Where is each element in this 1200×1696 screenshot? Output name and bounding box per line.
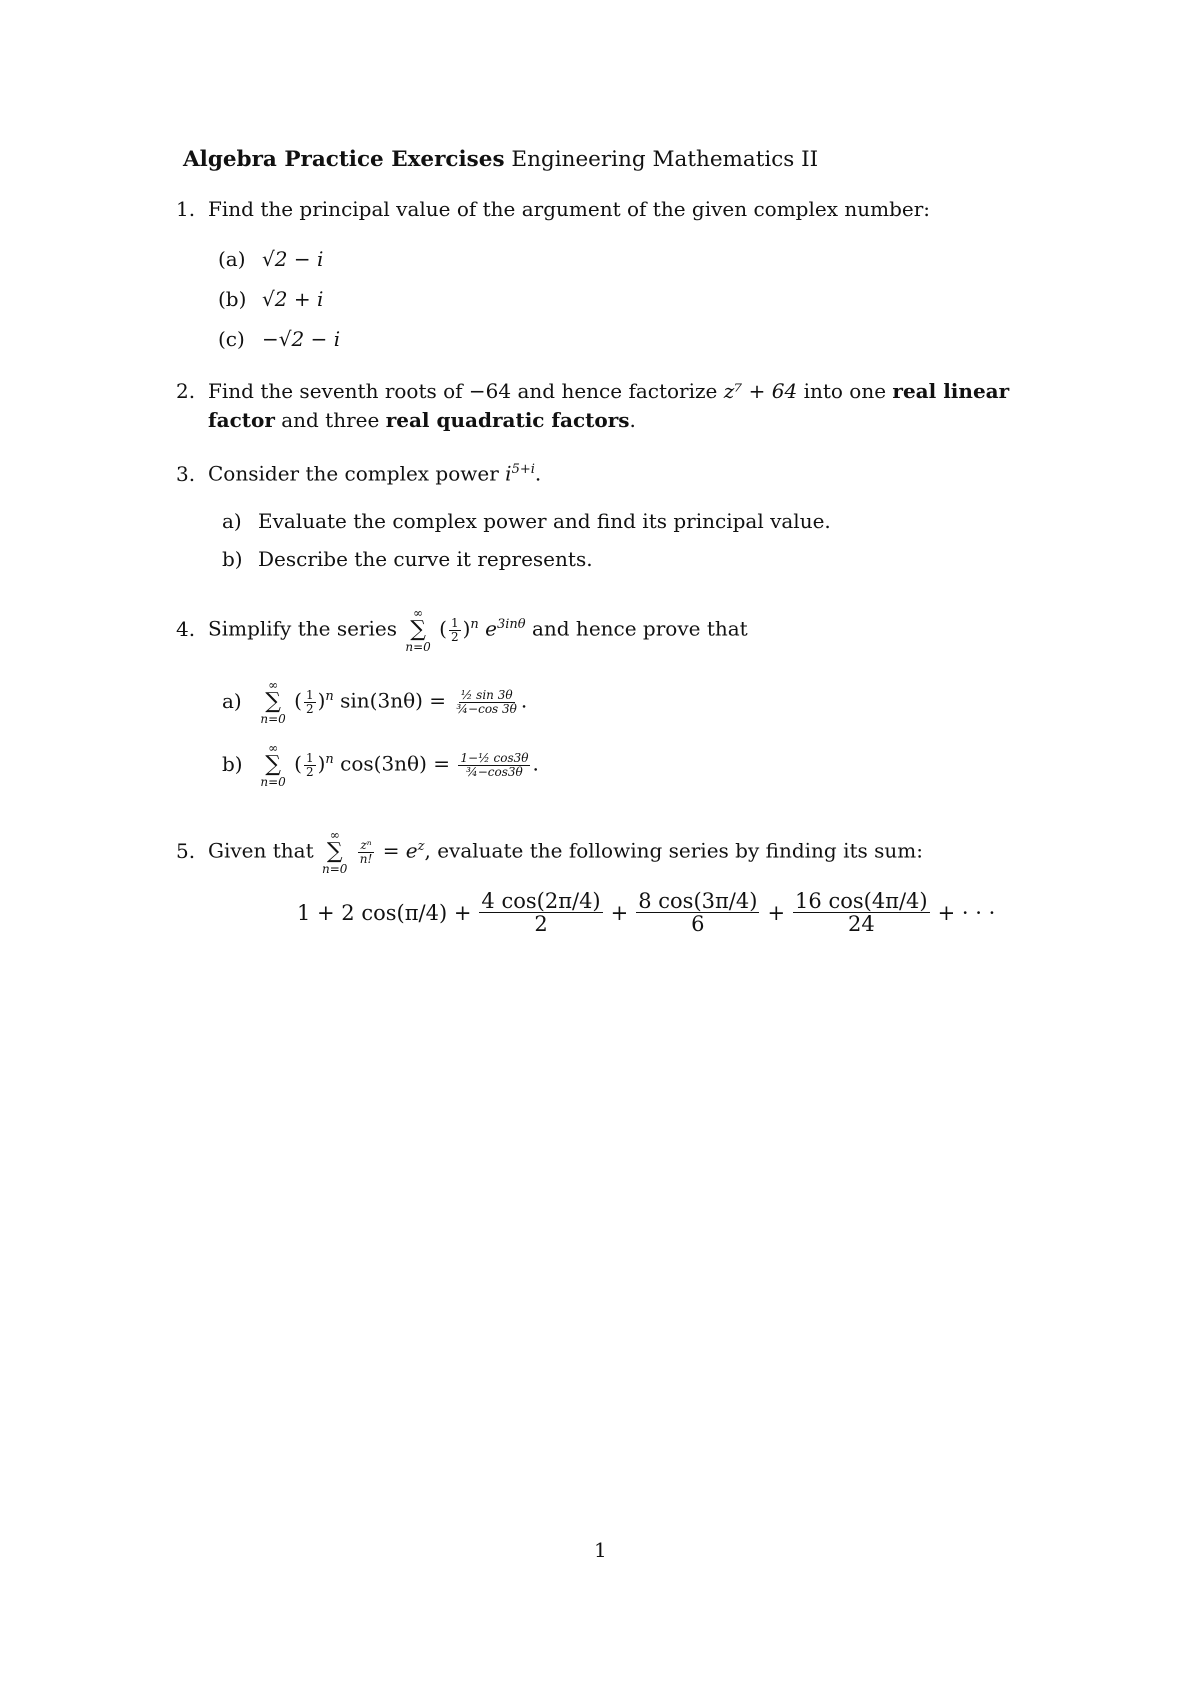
fraction-denominator: n! bbox=[359, 851, 373, 866]
q1-item-a bbox=[218, 245, 323, 273]
question-3 bbox=[176, 456, 541, 488]
fraction-numerator: ½ sin 3θ bbox=[460, 688, 513, 703]
item-expression: −√2 − i bbox=[262, 327, 341, 351]
series-fraction bbox=[636, 890, 759, 935]
item-expression: sin(3nθ) = bbox=[340, 688, 447, 713]
plus-sign: + bbox=[767, 900, 786, 925]
item-label: b) bbox=[222, 547, 243, 571]
question-number: 4. bbox=[176, 616, 196, 641]
fraction bbox=[454, 689, 518, 715]
q4-item-a: a) ∞ ∑ n=0 ( $\frac{1}{2}$ )$^n$ sin(3nθ) = $\frac{\text{½ sin 3θ}}{\text{¾−cos 3θ}}$ . bbox=[222, 667, 527, 731]
q4-item-b: b) ∞ ∑ n=0 ( $\frac{1}{2}$ )$^n$ cos(3nθ) = $\frac{\text{1−½ cos3θ}}{\text{¾−cos3θ}}$ . bbox=[222, 730, 539, 794]
punctuation: . bbox=[534, 461, 542, 486]
item-expression: cos(3nθ) = bbox=[340, 751, 451, 776]
plus-sign: + bbox=[610, 900, 629, 925]
item-expression: √2 − i bbox=[262, 247, 324, 271]
page-number: 1 bbox=[594, 1538, 607, 1562]
title-course: Engineering Mathematics II bbox=[511, 147, 819, 172]
question-2 bbox=[176, 377, 1009, 405]
item-label: (b) bbox=[218, 287, 247, 311]
question-number: 1. bbox=[176, 197, 196, 221]
series-term: 1 + 2 cos(π/4) + bbox=[297, 900, 472, 925]
fraction-numerator: 16 cos(4π/4) bbox=[795, 889, 928, 913]
fraction-denominator: 2 bbox=[534, 912, 548, 937]
math-expression: e bbox=[485, 616, 497, 641]
question-number: 3. bbox=[176, 461, 196, 486]
fraction-denominator: ¾−cos3θ bbox=[466, 764, 523, 779]
question-text: Find the seventh roots of −64 and hence factorize bbox=[208, 379, 718, 403]
question-2-cont bbox=[208, 406, 636, 434]
item-label: b) bbox=[222, 751, 243, 776]
item-label: a) bbox=[222, 688, 242, 713]
question-text: into one bbox=[803, 379, 887, 403]
item-label: (a) bbox=[218, 247, 246, 271]
question-text: , evaluate the following series by finding its sum: bbox=[424, 838, 923, 863]
question-text: Simplify the series bbox=[208, 616, 397, 641]
fraction-denominator: 6 bbox=[691, 912, 705, 937]
fraction-denominator: 24 bbox=[847, 912, 875, 937]
question-text: Consider the complex power bbox=[208, 461, 499, 486]
sum-symbol: ∞ ∑ n=0 bbox=[405, 606, 431, 655]
fraction-numerator: 1−½ cos3θ bbox=[460, 751, 529, 766]
math-expression: z⁷ + 64 bbox=[723, 379, 798, 403]
question-number: 2. bbox=[176, 379, 196, 403]
item-text: Evaluate the complex power and find its principal value. bbox=[258, 509, 831, 533]
question-1 bbox=[176, 195, 930, 223]
sum-upper-limit: ∞ bbox=[413, 606, 424, 621]
math-exponent: z bbox=[417, 839, 425, 854]
bold-term: real linear bbox=[892, 379, 1010, 403]
item-expression: √2 + i bbox=[262, 287, 324, 311]
fraction-numerator: 4 cos(2π/4) bbox=[481, 889, 601, 913]
math-exponent: 5+i bbox=[511, 462, 535, 477]
question-5: 5. Given that ∞ ∑ n=0 $\frac{\text{zⁿ}}{n!}$ = $e^z$, evaluate the following series by finding its sum: bbox=[176, 817, 923, 881]
sum-lower-limit: n=0 bbox=[405, 640, 431, 655]
bold-term: real quadratic factors bbox=[385, 408, 630, 432]
question-text: and three bbox=[281, 408, 380, 432]
item-text: Describe the curve it represents. bbox=[258, 547, 593, 571]
question-4: 4. Simplify the series ∞ ∑ n=0 ( $\frac{1}{2}$ )$^n$ $e^{3in\theta}$ and hence prove that bbox=[176, 595, 748, 659]
series-fraction bbox=[793, 890, 930, 935]
question-text: Given that bbox=[208, 838, 314, 863]
series-expression bbox=[297, 890, 995, 935]
fraction-denominator: ¾−cos 3θ bbox=[456, 701, 517, 716]
fraction-numerator: zⁿ bbox=[360, 838, 372, 853]
question-text: and hence prove that bbox=[531, 616, 748, 641]
math-expression: = e bbox=[382, 838, 418, 863]
page-title bbox=[183, 147, 818, 172]
punctuation: . bbox=[629, 408, 636, 432]
item-label: (c) bbox=[218, 327, 245, 351]
fraction bbox=[458, 752, 530, 778]
q3-item-a bbox=[222, 507, 831, 535]
q1-item-c bbox=[218, 325, 340, 353]
q3-item-b bbox=[222, 545, 593, 573]
q1-item-b bbox=[218, 285, 323, 313]
series-fraction bbox=[479, 890, 602, 935]
title-bold: Algebra Practice Exercises bbox=[183, 147, 505, 172]
bold-term: factor bbox=[208, 408, 275, 432]
fraction-numerator: 8 cos(3π/4) bbox=[638, 889, 758, 913]
math-exponent: 3inθ bbox=[496, 617, 526, 632]
item-label: a) bbox=[222, 509, 242, 533]
question-text: Find the principal value of the argument of the given complex number: bbox=[208, 197, 931, 221]
question-number: 5. bbox=[176, 838, 196, 863]
math-expression: i bbox=[505, 461, 512, 486]
series-tail: + · · · bbox=[937, 900, 996, 925]
fraction bbox=[358, 839, 375, 865]
